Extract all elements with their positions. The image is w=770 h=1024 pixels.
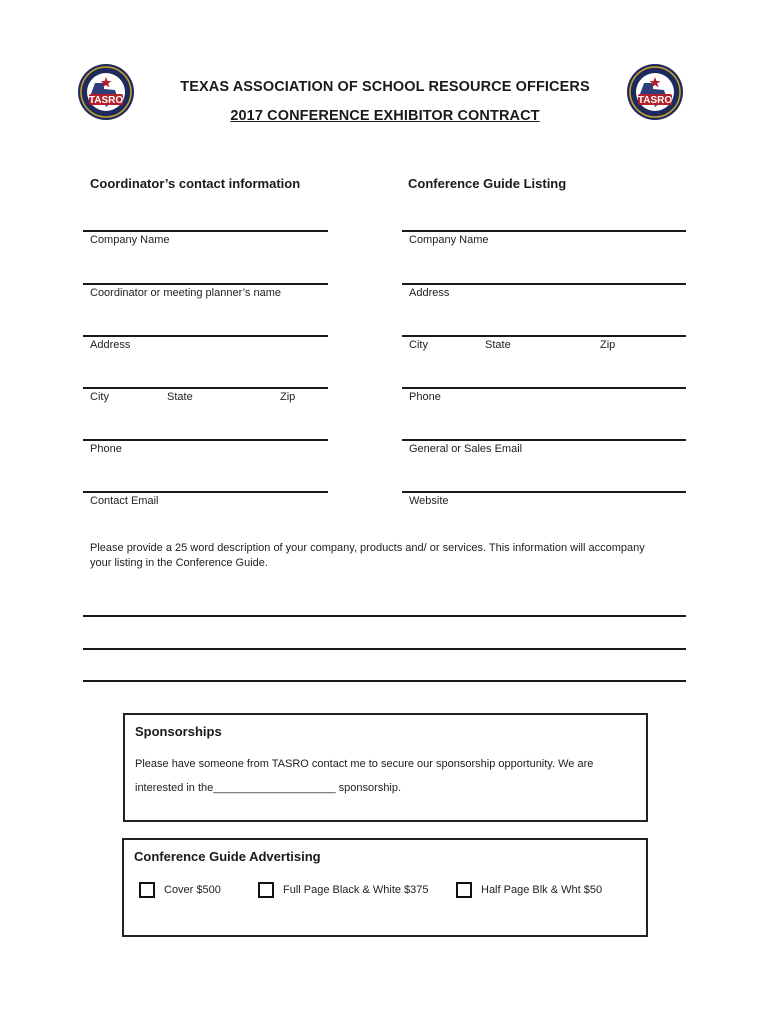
field-line xyxy=(402,439,686,441)
sponsorships-text: Please have someone from TASRO contact me to secure our sponsorship opportunity. We are xyxy=(135,758,594,770)
city-label: City xyxy=(409,339,428,351)
org-title: TEXAS ASSOCIATION OF SCHOOL RESOURCE OFFICERS xyxy=(180,79,590,95)
sponsorships-interest-field[interactable]: interested in the____________________ sponsorship. xyxy=(135,782,402,794)
field-line xyxy=(402,335,686,337)
guide-listing-heading: Conference Guide Listing xyxy=(408,176,567,191)
field-label: Website xyxy=(409,495,449,507)
field-line xyxy=(402,387,686,389)
field-line xyxy=(83,230,328,232)
coordinator-heading: Coordinator’s contact information xyxy=(90,176,301,191)
half-page-option-label: Half Page Blk & Wht $50 xyxy=(481,884,603,896)
field-line xyxy=(83,491,328,493)
field-line xyxy=(402,230,686,232)
advertising-box xyxy=(122,838,648,937)
field-label: Company Name xyxy=(409,234,489,246)
half-page-checkbox[interactable] xyxy=(456,882,472,898)
coordinator-email-field[interactable] xyxy=(83,491,328,507)
field-label: Address xyxy=(409,287,450,299)
field-label: General or Sales Email xyxy=(409,443,523,455)
field-label: Company Name xyxy=(90,234,170,246)
coordinator-phone-field[interactable] xyxy=(83,439,328,455)
field-label: Coordinator or meeting planner’s name xyxy=(90,287,281,299)
zip-label: Zip xyxy=(280,391,296,403)
guide-email-field[interactable] xyxy=(402,439,686,455)
description-line: your listing in the Conference Guide. xyxy=(90,557,268,569)
field-label: Contact Email xyxy=(90,495,159,507)
guide-website-field[interactable] xyxy=(402,491,686,507)
field-line xyxy=(83,439,328,441)
field-label: Address xyxy=(90,339,131,351)
coordinator-planner-field[interactable] xyxy=(83,283,328,299)
description-write-line[interactable] xyxy=(83,680,686,682)
description-write-line[interactable] xyxy=(83,615,686,617)
coordinator-company-field[interactable] xyxy=(83,230,328,246)
state-label: State xyxy=(167,391,193,403)
description-write-line[interactable] xyxy=(83,648,686,650)
zip-label: Zip xyxy=(600,339,616,351)
field-line xyxy=(83,283,328,285)
cover-option-label: Cover $500 xyxy=(164,884,221,896)
sponsorships-box xyxy=(123,713,648,822)
guide-phone-field[interactable] xyxy=(402,387,686,403)
field-line xyxy=(83,335,328,337)
field-line xyxy=(402,491,686,493)
svg-text:TASRO: TASRO xyxy=(88,95,124,106)
field-label: Phone xyxy=(90,443,122,455)
guide-city-state-zip-field[interactable] xyxy=(402,335,686,351)
advertising-title: Conference Guide Advertising xyxy=(134,849,321,864)
sponsorships-title: Sponsorships xyxy=(135,724,222,739)
field-label: Phone xyxy=(409,391,441,403)
state-label: State xyxy=(485,339,511,351)
city-label: City xyxy=(90,391,109,403)
guide-address-field[interactable] xyxy=(402,283,686,299)
guide-company-field[interactable] xyxy=(402,230,686,246)
coordinator-address-field[interactable] xyxy=(83,335,328,351)
cover-checkbox[interactable] xyxy=(139,882,155,898)
svg-text:TASRO: TASRO xyxy=(637,95,673,106)
field-line xyxy=(83,387,328,389)
description-line: Please provide a 25 word description of your company, products and/ or services. This information will accompany xyxy=(90,542,645,554)
field-line xyxy=(402,283,686,285)
full-page-checkbox[interactable] xyxy=(258,882,274,898)
description-instructions xyxy=(90,541,690,571)
full-page-option-label: Full Page Black & White $375 xyxy=(283,884,429,896)
contract-title: 2017 CONFERENCE EXHIBITOR CONTRACT xyxy=(230,108,540,124)
coordinator-city-state-zip-field[interactable] xyxy=(83,387,328,403)
